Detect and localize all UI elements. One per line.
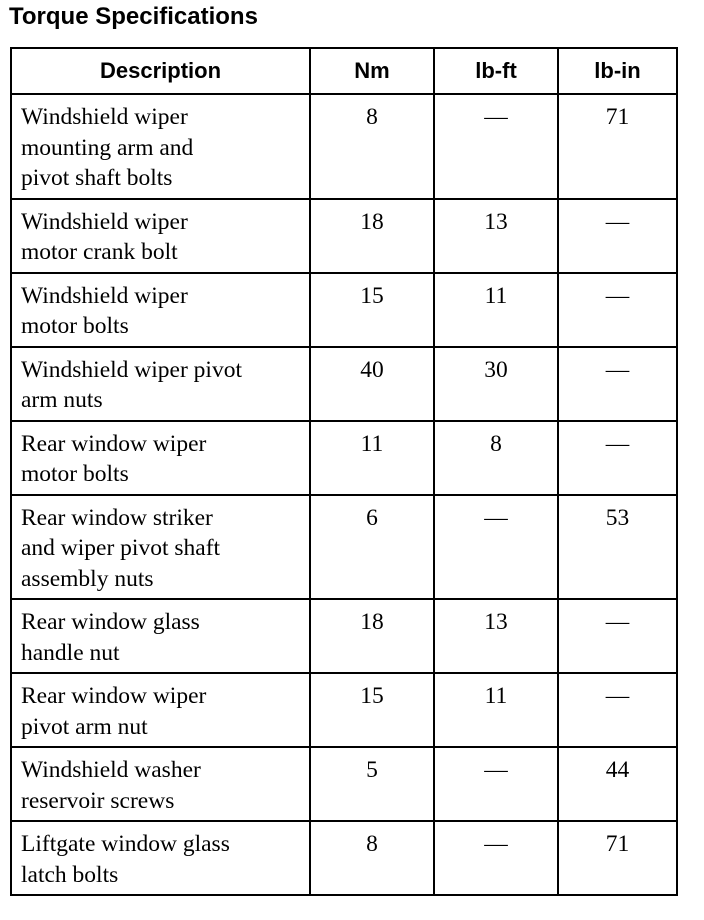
description-cell bbox=[11, 747, 310, 821]
nm-cell: 8 bbox=[310, 821, 434, 895]
description-line: pivot arm nut bbox=[21, 713, 148, 740]
lb-in-cell: — bbox=[558, 273, 677, 347]
nm-cell: 40 bbox=[310, 347, 434, 421]
lb-in-cell: 44 bbox=[558, 747, 677, 821]
nm-cell: 15 bbox=[310, 673, 434, 747]
table-row bbox=[11, 347, 677, 421]
lb-in-cell: 53 bbox=[558, 495, 677, 600]
table-row bbox=[11, 747, 677, 821]
lb-ft-cell: 30 bbox=[434, 347, 558, 421]
table-row bbox=[11, 821, 677, 895]
description-cell bbox=[11, 673, 310, 747]
table-row bbox=[11, 673, 677, 747]
description-line: motor crank bolt bbox=[21, 239, 178, 265]
column-header-lb-in: lb-in bbox=[558, 48, 677, 94]
lb-in-cell: — bbox=[558, 599, 677, 673]
description-line: motor bolts bbox=[21, 313, 129, 339]
description-line: Windshield wiper bbox=[21, 208, 188, 235]
description-line: Windshield wiper pivot bbox=[21, 356, 242, 383]
description-cell bbox=[11, 821, 310, 895]
description-line: Windshield wiper bbox=[21, 104, 188, 130]
description-line: Windshield wiper bbox=[21, 282, 188, 309]
description-line: Rear window wiper bbox=[21, 430, 207, 457]
description-line: Windshield washer bbox=[21, 757, 201, 783]
description-line: reservoir screws bbox=[21, 787, 175, 814]
lb-ft-cell: 13 bbox=[434, 199, 558, 273]
description-line: Rear window wiper bbox=[21, 683, 207, 709]
table-row bbox=[11, 94, 677, 199]
lb-in-cell: — bbox=[558, 673, 677, 747]
nm-cell: 11 bbox=[310, 421, 434, 495]
lb-ft-cell: — bbox=[434, 94, 558, 199]
description-cell bbox=[11, 495, 310, 600]
table-row bbox=[11, 199, 677, 273]
lb-in-cell: — bbox=[558, 199, 677, 273]
lb-in-cell: — bbox=[558, 421, 677, 495]
nm-cell: 6 bbox=[310, 495, 434, 600]
lb-in-cell: 71 bbox=[558, 821, 677, 895]
nm-cell: 5 bbox=[310, 747, 434, 821]
description-cell bbox=[11, 199, 310, 273]
description-line: Rear window glass bbox=[21, 609, 200, 635]
description-cell bbox=[11, 347, 310, 421]
lb-ft-cell: 8 bbox=[434, 421, 558, 495]
description-line: motor bolts bbox=[21, 461, 129, 487]
nm-cell: 18 bbox=[310, 599, 434, 673]
torque-specifications-table bbox=[10, 47, 678, 896]
nm-cell: 8 bbox=[310, 94, 434, 199]
description-cell bbox=[11, 273, 310, 347]
nm-cell: 15 bbox=[310, 273, 434, 347]
column-header-lb-ft: lb-ft bbox=[434, 48, 558, 94]
column-header-description: Description bbox=[11, 48, 310, 94]
lb-ft-cell: — bbox=[434, 495, 558, 600]
description-line: handle nut bbox=[21, 639, 120, 666]
column-header-nm: Nm bbox=[310, 48, 434, 94]
nm-cell: 18 bbox=[310, 199, 434, 273]
table-row bbox=[11, 273, 677, 347]
description-line: assembly nuts bbox=[21, 565, 154, 592]
description-cell bbox=[11, 599, 310, 673]
description-line: pivot shaft bolts bbox=[21, 165, 173, 191]
lb-ft-cell: 13 bbox=[434, 599, 558, 673]
lb-ft-cell: 11 bbox=[434, 673, 558, 747]
description-line: Rear window striker bbox=[21, 504, 213, 531]
description-line: latch bolts bbox=[21, 861, 119, 888]
lb-ft-cell: — bbox=[434, 747, 558, 821]
table-row bbox=[11, 599, 677, 673]
table-row bbox=[11, 421, 677, 495]
page-title: Torque Specifications bbox=[9, 3, 258, 30]
table-header-row bbox=[11, 48, 677, 94]
table-row bbox=[11, 495, 677, 600]
lb-ft-cell: 11 bbox=[434, 273, 558, 347]
description-line: mounting arm and bbox=[21, 134, 194, 161]
description-cell bbox=[11, 421, 310, 495]
description-line: arm nuts bbox=[21, 387, 103, 413]
lb-in-cell: 71 bbox=[558, 94, 677, 199]
description-cell bbox=[11, 94, 310, 199]
description-line: Liftgate window glass bbox=[21, 831, 230, 857]
lb-in-cell: — bbox=[558, 347, 677, 421]
lb-ft-cell: — bbox=[434, 821, 558, 895]
description-line: and wiper pivot shaft bbox=[21, 535, 221, 561]
